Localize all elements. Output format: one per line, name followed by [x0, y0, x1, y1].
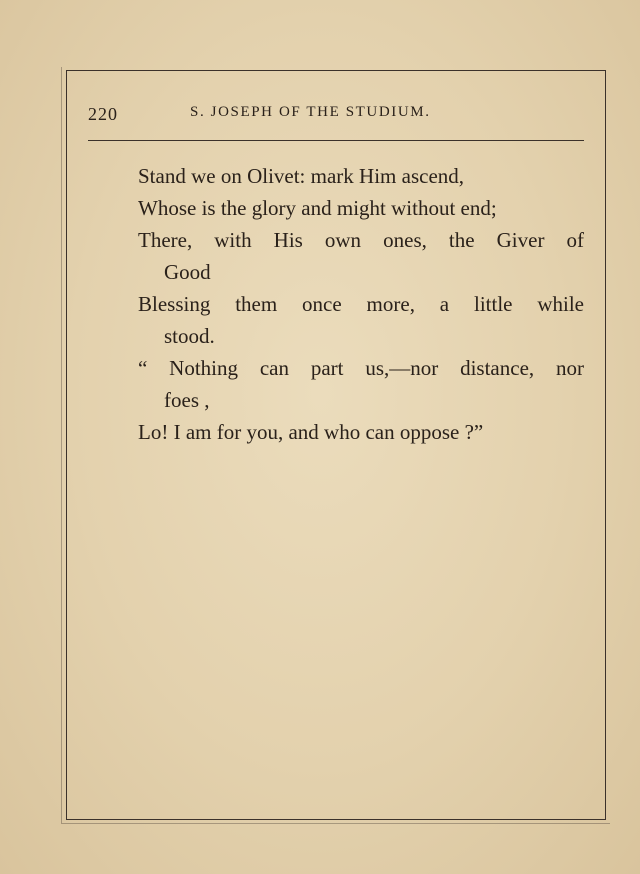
header-rule [88, 140, 584, 141]
poem-line: Whose is the glory and might without end; [138, 196, 497, 220]
poem-line: Stand we on Olivet: mark Him ascend, [138, 164, 465, 188]
poem-line-continuation: Good [164, 260, 211, 284]
running-head [88, 100, 588, 128]
poem-stanza [138, 160, 584, 448]
poem-line: Lo! I am for you, and who can oppose ?” [138, 420, 484, 444]
poem-line-continuation: foes , [164, 388, 210, 412]
poem-line: Blessing them once more, a little while [138, 292, 584, 316]
poem-line-continuation: stood. [164, 324, 215, 348]
page-number: 220 [88, 104, 118, 124]
poem-line: “ Nothing can part us,—nor distance, nor [138, 356, 584, 380]
running-title: S. JOSEPH OF THE STUDIUM. [190, 104, 431, 120]
poem-line: There, with His own ones, the Giver of [138, 228, 584, 252]
